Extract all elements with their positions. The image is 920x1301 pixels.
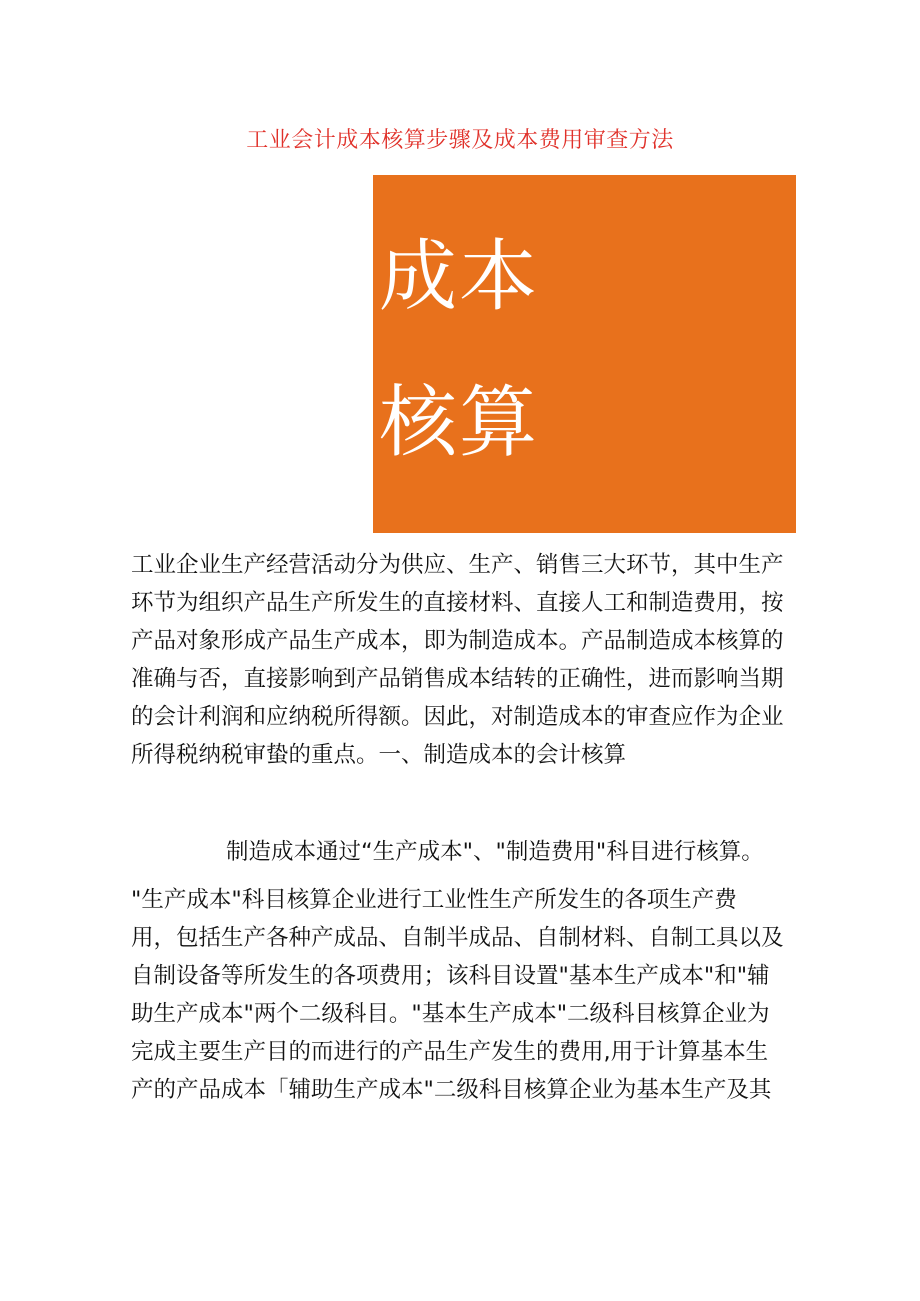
paragraph-3-line: 用，包括生产各种产成品、自制半成品、自制材料、自制工具以及 — [131, 925, 784, 951]
paragraph-3-line: 自制设备等所发生的各项费用；该科目设置"基本生产成本"和"辅 — [131, 963, 770, 989]
paragraph-1 — [131, 546, 797, 774]
cover-text-line-2: 核算 — [379, 378, 540, 468]
paragraph-3-line: 完成主要生产目的而进行的产品生产发生的费用,用于计算基本生 — [131, 1039, 769, 1065]
paragraph-1-line: 准确与否，直接影响到产品销售成本结转的正确性，进而影响当期 — [131, 666, 784, 692]
document-title: 工业会计成本核算步骤及成本费用审查方法 — [246, 128, 674, 153]
paragraph-1-line: 的会计利润和应纳税所得额。因此，对制造成本的审查应作为企业 — [131, 704, 784, 730]
paragraph-1-line: 所得税纳税审蛰的重点。一、制造成本的会计核算 — [131, 742, 627, 768]
paragraph-3-line: 产的产品成本「辅助生产成本"二级科目核算企业为基本生产及其 — [131, 1077, 772, 1103]
paragraph-3-line: "生产成本"科目核算企业进行工业性生产所发生的各项生产费 — [131, 887, 737, 913]
paragraph-1-line: 产品对象形成产品生产成本，即为制造成本。产品制造成本核算的 — [131, 628, 784, 654]
paragraph-1-line: 环节为组织产品生产所发生的直接材料、直接人工和制造费用，按 — [131, 590, 784, 616]
cover-banner — [373, 175, 796, 533]
cover-text-line-1: 成本 — [379, 232, 540, 322]
paragraph-3-line: 助生产成本"两个二级科目。"基本生产成本"二级科目核算企业为 — [131, 1001, 770, 1027]
paragraph-2: 制造成本通过“生产成本"、"制造费用"科目进行核算。 — [226, 839, 764, 865]
paragraph-3 — [131, 881, 797, 1109]
paragraph-1-line: 工业企业生产经营活动分为供应、生产、销售三大环节，其中生产 — [131, 552, 784, 578]
